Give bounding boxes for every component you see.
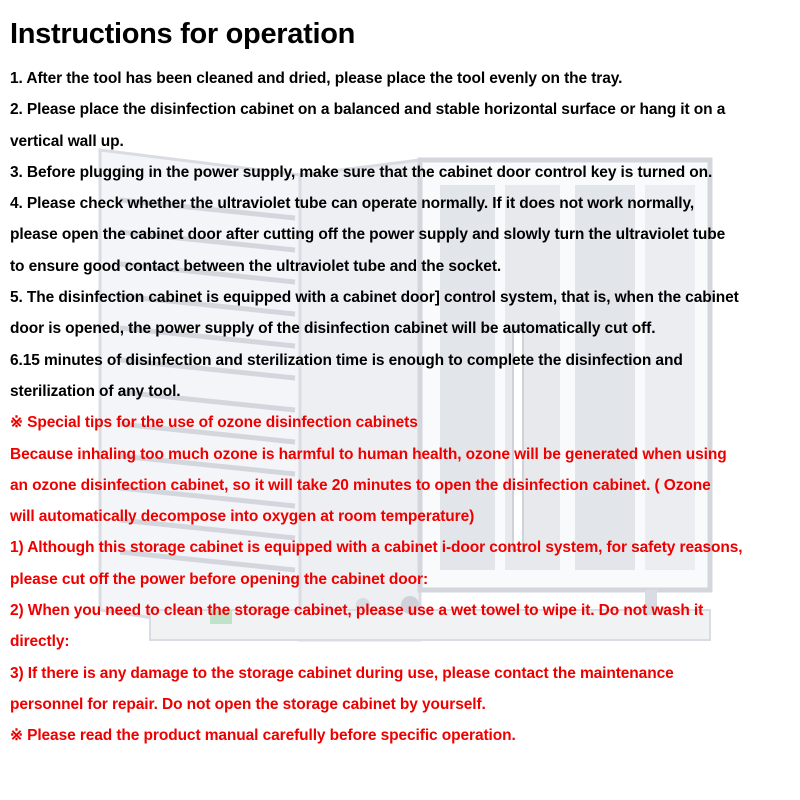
warning-line: directly: [10,633,70,651]
instruction-line: to ensure good contact between the ultraviolet tube and the socket. [10,257,502,275]
instruction-line: sterilization of any tool. [10,382,181,400]
instruction-line: 4. Please check whether the ultraviolet tube can operate normally. If it does not work normally, [10,195,695,213]
instruction-line: vertical wall up. [10,132,124,150]
instruction-line: door is opened, the power supply of the disinfection cabinet will be automatically cut off. [10,320,656,338]
warning-line: please cut off the power before opening the cabinet door: [10,570,428,588]
warning-heading: ※ Special tips for the use of ozone disinfection cabinets [10,414,418,432]
warning-line: 2) When you need to clean the storage cabinet, please use a wet towel to wipe it. Do not wash it [10,602,704,620]
warning-line: personnel for repair. Do not open the storage cabinet by yourself. [10,695,486,713]
instruction-line: 6.15 minutes of disinfection and sterilization time is enough to complete the disinfection and [10,351,683,369]
instructions-document [10,18,795,752]
instruction-lines [10,63,795,752]
warning-line: Because inhaling too much ozone is harmful to human health, ozone will be generated when using [10,445,727,463]
instruction-line: 5. The disinfection cabinet is equipped with a cabinet door] control system, that is, when the cabinet [10,289,739,307]
warning-line: will automatically decompose into oxygen at room temperature) [10,508,475,526]
instruction-line: 2. Please place the disinfection cabinet on a balanced and stable horizontal surface or hang it on a [10,101,726,119]
instruction-line: 1. After the tool has been cleaned and dried, please place the tool evenly on the tray. [10,70,623,87]
warning-line: 3) If there is any damage to the storage cabinet during use, please contact the maintenance [10,664,674,682]
instruction-line: 3. Before plugging in the power supply, make sure that the cabinet door control key is turned on. [10,163,713,181]
warning-line: 1) Although this storage cabinet is equipped with a cabinet i-door control system, for safety reasons, [10,539,743,557]
warning-footer: ※ Please read the product manual carefully before specific operation. [10,727,516,745]
instruction-line: please open the cabinet door after cutting off the power supply and slowly turn the ultraviolet tube [10,226,726,244]
page-title: Instructions for operation [10,18,356,50]
warning-line: an ozone disinfection cabinet, so it will take 20 minutes to open the disinfection cabinet. ( Ozone [10,476,711,494]
